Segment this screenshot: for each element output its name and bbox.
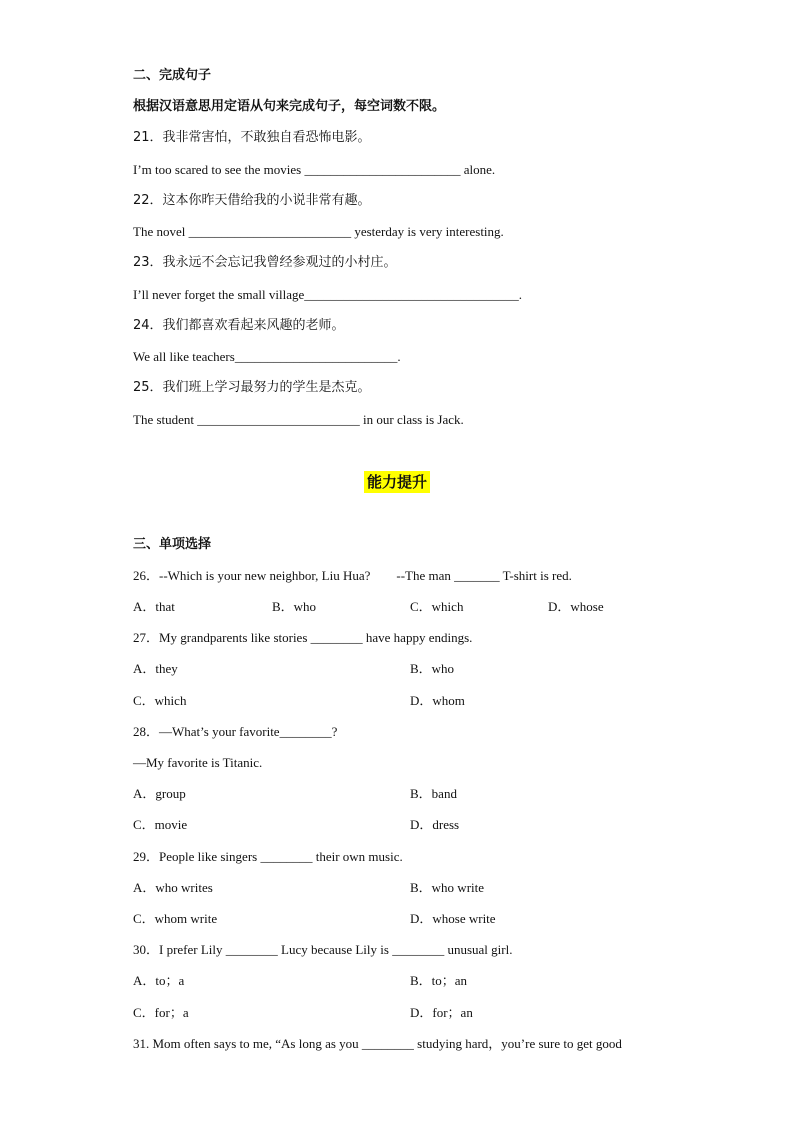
q27-option-a[interactable]: A．they xyxy=(133,661,178,676)
q28-option-a[interactable]: A．group xyxy=(133,786,186,801)
section2-instruction: 根据汉语意思用定语从句来完成句子，每空词数不限。 xyxy=(133,99,446,114)
q24-chinese: 24．我们都喜欢看起来风趣的老师。 xyxy=(133,318,345,333)
section3-heading: 三、单项选择 xyxy=(133,537,212,552)
q25-english: The student _________________________ in our class is Jack. xyxy=(133,412,464,427)
q26-option-d[interactable]: D．whose xyxy=(548,599,604,614)
q30-option-a[interactable]: A．to；a xyxy=(133,973,185,988)
q28-stem: 28．—What’s your favorite________? xyxy=(133,724,338,739)
q30-option-c[interactable]: C．for；a xyxy=(133,1005,189,1020)
q28-option-c[interactable]: C．movie xyxy=(133,817,188,832)
q21-chinese: 21．我非常害怕，不敢独自看恐怖电影。 xyxy=(133,130,371,145)
q26-stem: 26．--Which is your new neighbor, Liu Hua? --The man _______ T-shirt is red. xyxy=(133,568,572,583)
q30-stem: 30．I prefer Lily ________ Lucy because Lily is ________ unusual girl. xyxy=(133,942,513,957)
q29-option-b[interactable]: B．who write xyxy=(410,880,485,895)
q26-option-c[interactable]: C．which xyxy=(410,599,464,614)
q27-stem: 27．My grandparents like stories ________ have happy endings. xyxy=(133,630,473,645)
q29-stem: 29．People like singers ________ their own music. xyxy=(133,849,403,864)
q28-option-d[interactable]: D．dress xyxy=(410,817,460,832)
ability-banner: 能力提升 xyxy=(364,471,430,493)
q28-option-b[interactable]: B．band xyxy=(410,786,457,801)
q26-option-a[interactable]: A．that xyxy=(133,599,175,614)
q22-chinese: 22．这本你昨天借给我的小说非常有趣。 xyxy=(133,193,371,208)
q22-english: The novel _________________________ yesterday is very interesting. xyxy=(133,224,504,239)
q24-english: We all like teachers_________________________. xyxy=(133,349,401,364)
q26-option-b[interactable]: B．who xyxy=(272,599,317,614)
q25-chinese: 25．我们班上学习最努力的学生是杰克。 xyxy=(133,380,371,395)
q21-english: I’m too scared to see the movies ________________________ alone. xyxy=(133,162,496,177)
q27-option-b[interactable]: B．who xyxy=(410,661,455,676)
q30-option-b[interactable]: B．to；an xyxy=(410,973,468,988)
q29-option-a[interactable]: A．who writes xyxy=(133,880,213,895)
section2-heading: 二、完成句子 xyxy=(133,68,212,83)
q23-english: I’ll never forget the small village_________________________________. xyxy=(133,287,522,302)
q29-option-d[interactable]: D．whose write xyxy=(410,911,496,926)
q31-stem: 31. Mom often says to me, “As long as you ________ studying hard，you’re sure to get good xyxy=(133,1036,622,1051)
q27-option-d[interactable]: D．whom xyxy=(410,693,465,708)
q23-chinese: 23．我永远不会忘记我曾经参观过的小村庄。 xyxy=(133,255,397,270)
q27-option-c[interactable]: C．which xyxy=(133,693,187,708)
q30-option-d[interactable]: D．for；an xyxy=(410,1005,473,1020)
q28-stem2: —My favorite is Titanic. xyxy=(133,755,263,770)
q29-option-c[interactable]: C．whom write xyxy=(133,911,218,926)
